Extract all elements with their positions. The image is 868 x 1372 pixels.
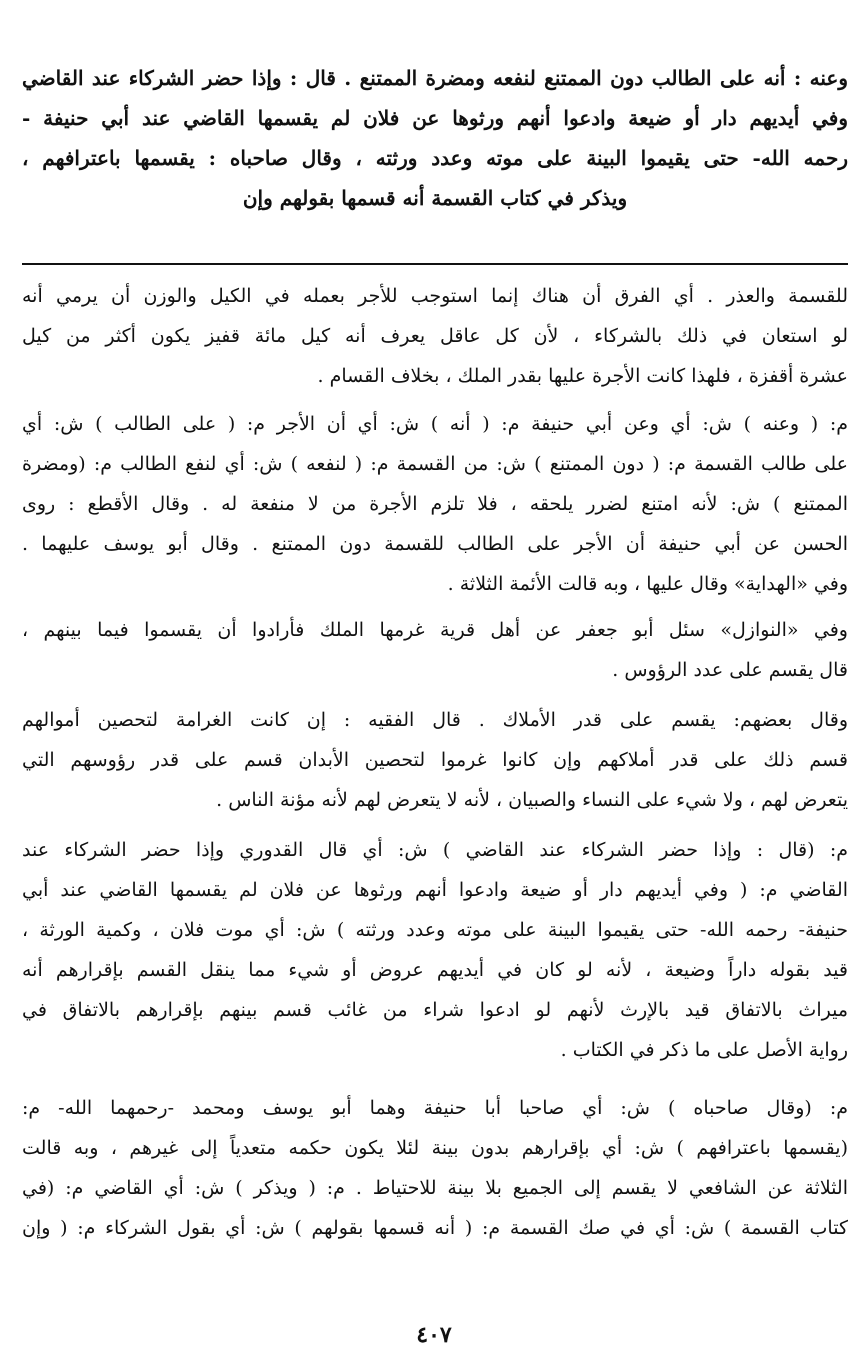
main-text-line: ويذكر في كتاب القسمة أنه قسمها بقولهم وإن bbox=[242, 186, 628, 210]
commentary-line: قال يقسم على عدد الرؤوس . bbox=[612, 659, 848, 681]
commentary-line: القاضي م: ( وفي أيديهم دار أو ضيعة وادعوا أنهم ورثوها عن فلان لم يقسمها القاضي عند أبي bbox=[22, 879, 848, 901]
separator-rule bbox=[22, 263, 848, 265]
commentary-line: الممتنع ) ش: لأنه امتنع لضرر يلحقه ، فلا تلزم الأجرة من لا منفعة له . وقال الأقطع : روى bbox=[22, 493, 848, 515]
commentary-line: كتاب القسمة ) ش: أي في صك القسمة م: ( أنه قسمها بقولهم ) ش: أي بقول الشركاء م: ( وإن bbox=[22, 1217, 848, 1239]
commentary-line: (يقسمها باعترافهم ) ش: أي بإقرارهم بدون بينة لئلا يكون حكمه متعدياً إلى غيرهم ، وبه قالت bbox=[22, 1137, 848, 1159]
commentary-paragraph-6 bbox=[22, 1088, 848, 1248]
commentary-paragraph-4 bbox=[22, 700, 848, 820]
commentary-paragraph-5 bbox=[22, 830, 848, 1070]
commentary-line: م: ( وعنه ) ش: أي وعن أبي حنيفة م: ( أنه ) ش: أي أن الأجر م: ( على الطالب ) ش: أي bbox=[22, 413, 848, 435]
commentary-line: الثلاثة عن الشافعي لا يقسم إلى الجميع بلا بينة للاحتياط . م: ( ويذكر ) ش: أي القاضي م: (في bbox=[22, 1177, 848, 1199]
commentary-paragraph-1 bbox=[22, 276, 848, 396]
commentary-line: وفي «النوازل» سئل أبو جعفر عن أهل قرية غرمها الملك فأرادوا أن يقسموا فيما بينهم ، bbox=[22, 619, 848, 641]
commentary-line: يتعرض لهم ، ولا شيء على النساء والصبيان ، لأنه لا يتعرض لهم لأنه مؤنة الناس . bbox=[216, 789, 848, 811]
commentary-paragraph-3 bbox=[22, 610, 848, 690]
main-text bbox=[22, 58, 848, 218]
commentary-line: على طالب القسمة م: ( دون الممتنع ) ش: من القسمة م: ( لنفعه ) ش: أي لنفع الطالب م: (ومضرة bbox=[22, 453, 848, 475]
commentary-line: قسم ذلك على قدر أملاكهم وإن كانوا غرموا لتحصين الأبدان قسم على قدر رؤوسهم التي bbox=[22, 749, 848, 771]
commentary-line: الحسن عن أبي حنيفة أن الأجر على الطالب للقسمة دون الممتنع . وقال أبو يوسف عليهما . bbox=[22, 533, 848, 555]
main-text-line: وعنه : أنه على الطالب دون الممتنع لنفعه ومضرة الممتنع . قال : وإذا حضر الشركاء عند القاضي bbox=[22, 66, 848, 90]
commentary-line: حنيفة- رحمه الله- حتى يقيموا البينة على موته وعدد ورثته ) ش: أي موت فلان ، وكمية الورثة ، bbox=[22, 919, 848, 941]
page-number: ٤٠٧ bbox=[416, 1322, 452, 1348]
commentary-paragraph-2 bbox=[22, 404, 848, 604]
commentary-line: وقال بعضهم: يقسم على قدر الأملاك . قال الفقيه : إن كانت الغرامة لتحصين أموالهم bbox=[22, 709, 848, 731]
commentary-line: للقسمة والعذر . أي الفرق أن هناك إنما استوجب للأجر بعمله في الكيل والوزن أن يرمي أنه bbox=[22, 285, 848, 307]
commentary-line: لو استعان في ذلك بالشركاء ، لأن كل عاقل يعرف أنه كيل مائة قفيز يكون أكثر من كيل bbox=[22, 325, 848, 347]
main-text-line: رحمه الله- حتى يقيموا البينة على موته وعدد ورثته ، وقال صاحباه : يقسمها باعترافهم ، bbox=[22, 146, 848, 170]
commentary-line: رواية الأصل على ما ذكر في الكتاب . bbox=[560, 1039, 848, 1061]
commentary-line: وفي «الهداية» وقال عليها ، وبه قالت الأئمة الثلاثة . bbox=[447, 573, 848, 595]
commentary-line: عشرة أقفزة ، فلهذا كانت الأجرة عليها بقدر الملك ، بخلاف القسام . bbox=[317, 365, 848, 387]
commentary-line: م: (قال : وإذا حضر الشركاء عند القاضي ) ش: أي قال القدوري وإذا حضر الشركاء عند bbox=[22, 839, 848, 861]
commentary-line: قيد بقوله داراً وضيعة ، لأنه لو كان في أيديهم عروض أو شيء مما ينقل القسم بإقرارهم أنه bbox=[22, 959, 848, 981]
commentary-line: ميراث بالاتفاق قيد بالإرث لأنهم لو ادعوا شراء من غائب قسم بينهم بإقرارهم بالاتفاق في bbox=[22, 999, 848, 1021]
commentary-line: م: (وقال صاحباه ) ش: أي صاحبا أبا حنيفة وهما أبو يوسف ومحمد -رحمهما الله- م: bbox=[22, 1097, 848, 1119]
main-text-line: وفي أيديهم دار أو ضيعة وادعوا أنهم ورثوها عن فلان لم يقسمها القاضي عند أبي حنيفة - bbox=[22, 106, 848, 130]
